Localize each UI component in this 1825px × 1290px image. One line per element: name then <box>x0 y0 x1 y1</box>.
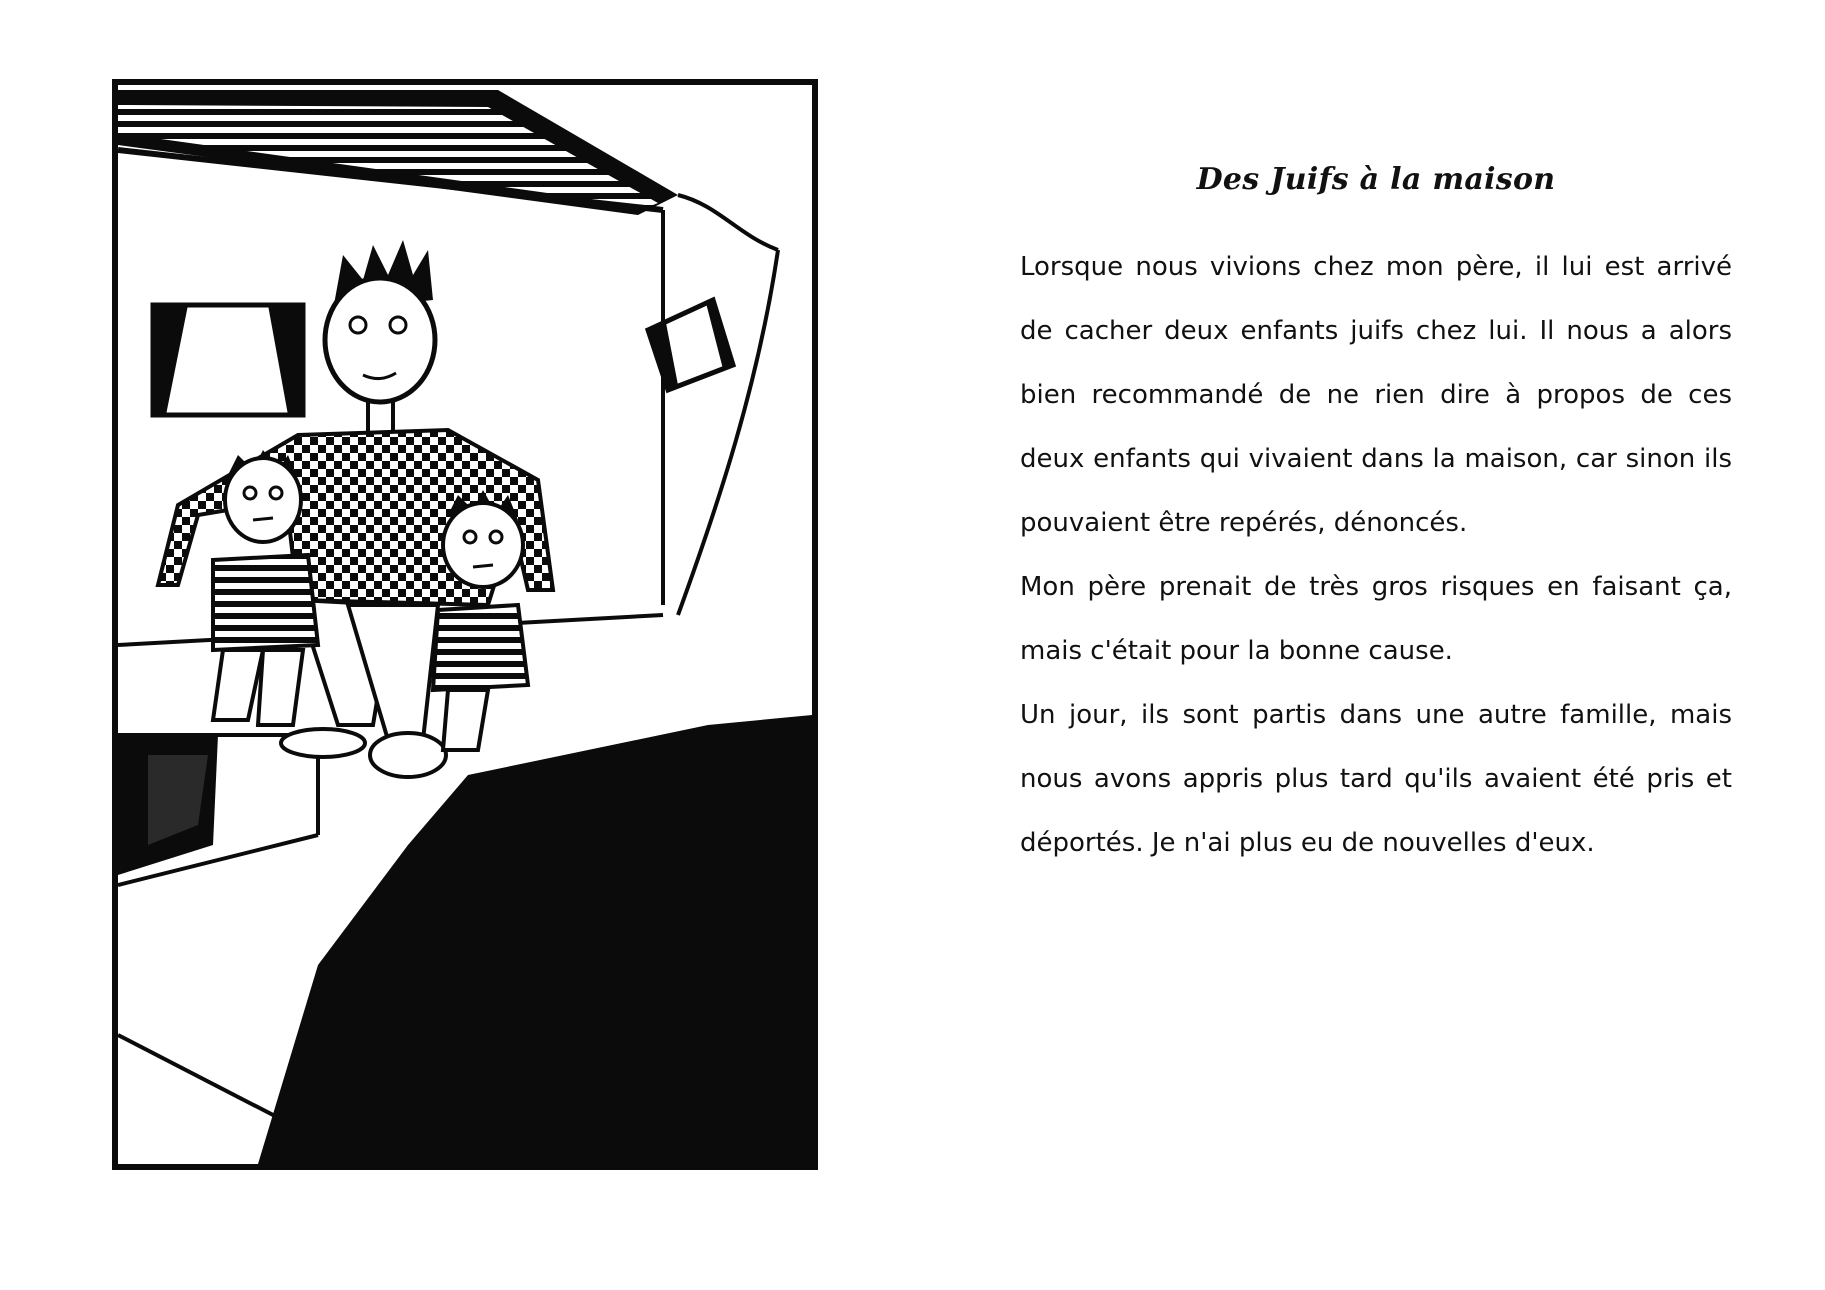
right-child-figure <box>433 490 528 750</box>
story-paragraph-1: Lorsque nous vivions chez mon père, il lui est arrivé de cacher deux enfants juifs chez lui. Il nous a alors bien recommandé de ne rien dire à propos de ces deux enfants qui vivaient dans la maison, car sinon ils pouvaient être repérés, dénoncés. <box>1020 252 1732 538</box>
story-paragraph-2: Mon père prenait de très gros risques en faisant ça, mais c'était pour la bonne cause. <box>1020 572 1732 666</box>
window-left <box>153 305 303 415</box>
ceiling-beam <box>118 90 678 215</box>
window-right <box>648 300 733 390</box>
page-title: Des Juifs à la maison <box>1196 162 1556 197</box>
dark-hatched-area <box>118 715 812 1164</box>
drawing-man-with-two-children <box>118 85 812 1164</box>
story-paragraph-3: Un jour, ils sont partis dans une autre famille, mais nous avons appris plus tard qu'ils avaient été pris et déportés. Je n'ai plus eu de nouvelles d'eux. <box>1020 700 1732 858</box>
illustration-frame <box>112 79 818 1170</box>
left-child-figure <box>213 450 318 725</box>
story-text-panel <box>1020 150 1732 875</box>
